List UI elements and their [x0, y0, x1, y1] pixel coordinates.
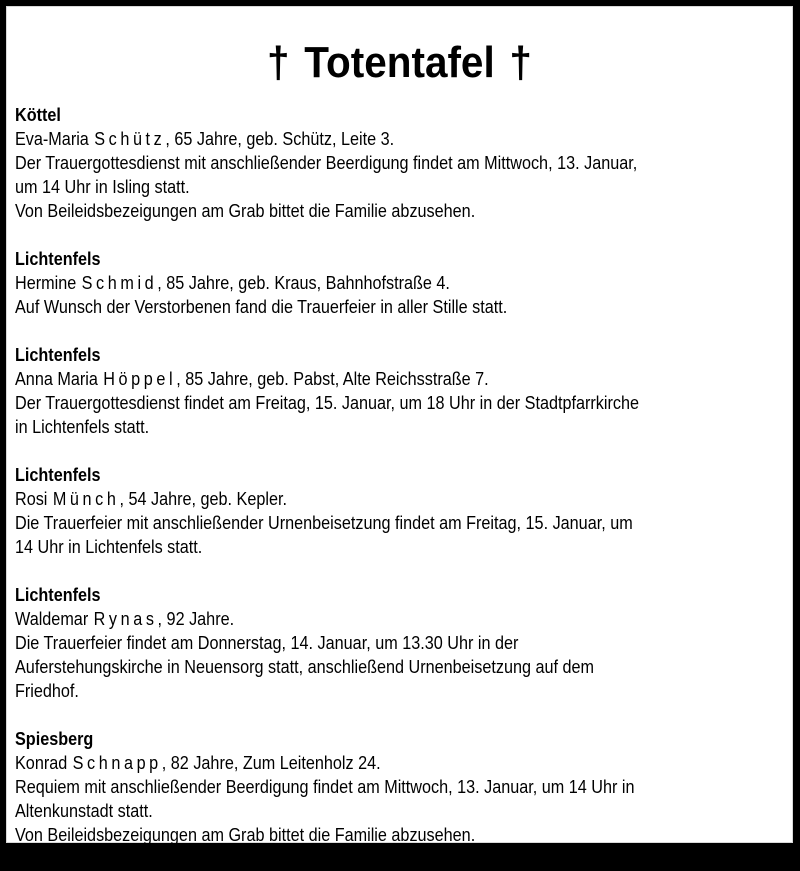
entry-person: [15, 271, 708, 295]
entry-text-line: Die Trauerfeier findet am Donnerstag, 14. Januar, um 13.30 Uhr in der: [15, 633, 519, 653]
entry-place: Köttel: [15, 105, 61, 125]
title-text: Totentafel: [304, 38, 495, 87]
entry-text-line: um 14 Uhr in Isling statt.: [15, 177, 190, 197]
person-details: , 82 Jahre, Zum Leitenholz 24.: [161, 753, 381, 773]
cross-icon: †: [509, 38, 532, 87]
page-title: [38, 35, 760, 91]
entry-text-line: 14 Uhr in Lichtenfels statt.: [15, 537, 203, 557]
entry-person: [15, 487, 708, 511]
person-details: , 85 Jahre, geb. Kraus, Bahnhofstraße 4.: [157, 273, 450, 293]
first-name: Hermine: [15, 273, 77, 293]
entry-person: [15, 751, 708, 775]
entry-text-line: Der Trauergottesdienst mit anschließender Beerdigung findet am Mittwoch, 13. Januar,: [15, 153, 638, 173]
entry-person: [15, 127, 708, 151]
entry-text-line: Requiem mit anschließender Beerdigung findet am Mittwoch, 13. Januar, um 14 Uhr in: [15, 777, 635, 797]
cross-icon: †: [267, 38, 290, 87]
surname: Schnapp: [72, 753, 162, 773]
obituary-entry: [15, 343, 785, 439]
first-name: Eva-Maria: [15, 129, 89, 149]
entry-place: Spiesberg: [15, 729, 94, 749]
obituary-entry: [15, 727, 785, 847]
entry-text-line: Der Trauergottesdienst findet am Freitag, 15. Januar, um 18 Uhr in der Stadtpfarrkirche: [15, 393, 640, 413]
entry-person: [15, 607, 708, 631]
entry-text-line: Auferstehungskirche in Neuensorg statt, anschließend Urnenbeisetzung auf dem: [15, 657, 595, 677]
person-details: , 54 Jahre, geb. Kepler.: [119, 489, 287, 509]
obituary-entry: [15, 103, 785, 223]
entry-text-line: Die Trauerfeier mit anschließender Urnenbeisetzung findet am Freitag, 15. Januar, um: [15, 513, 633, 533]
surname: Rynas: [93, 609, 158, 629]
entry-place: Lichtenfels: [15, 465, 101, 485]
obituary-entry: [15, 247, 785, 319]
obituary-entry: [15, 583, 785, 703]
entry-text-line: Von Beileidsbezeigungen am Grab bittet die Familie abzusehen.: [15, 201, 476, 221]
entry-place: Lichtenfels: [15, 249, 101, 269]
surname: Schmid: [81, 273, 158, 293]
entry-person: [15, 367, 708, 391]
surname: Schütz: [94, 129, 166, 149]
entry-place: Lichtenfels: [15, 585, 101, 605]
entry-text-line: in Lichtenfels statt.: [15, 417, 150, 437]
entry-text-line: Auf Wunsch der Verstorbenen fand die Trauerfeier in aller Stille statt.: [15, 297, 508, 317]
obituary-entry: [15, 463, 785, 559]
first-name: Waldemar: [15, 609, 89, 629]
surname: Höppel: [103, 369, 177, 389]
first-name: Anna Maria: [15, 369, 98, 389]
first-name: Rosi: [15, 489, 48, 509]
entry-text-line: Friedhof.: [15, 681, 79, 701]
entry-text-line: Von Beileidsbezeigungen am Grab bittet die Familie abzusehen.: [15, 825, 476, 845]
person-details: , 85 Jahre, geb. Pabst, Alte Reichsstraße 7.: [176, 369, 489, 389]
entry-text-line: Altenkunstadt statt.: [15, 801, 153, 821]
obituary-board: [6, 6, 793, 843]
person-details: , 92 Jahre.: [157, 609, 235, 629]
entry-place: Lichtenfels: [15, 345, 101, 365]
surname: Münch: [52, 489, 120, 509]
person-details: , 65 Jahre, geb. Schütz, Leite 3.: [165, 129, 395, 149]
first-name: Konrad: [15, 753, 68, 773]
obituary-list: [15, 103, 785, 871]
